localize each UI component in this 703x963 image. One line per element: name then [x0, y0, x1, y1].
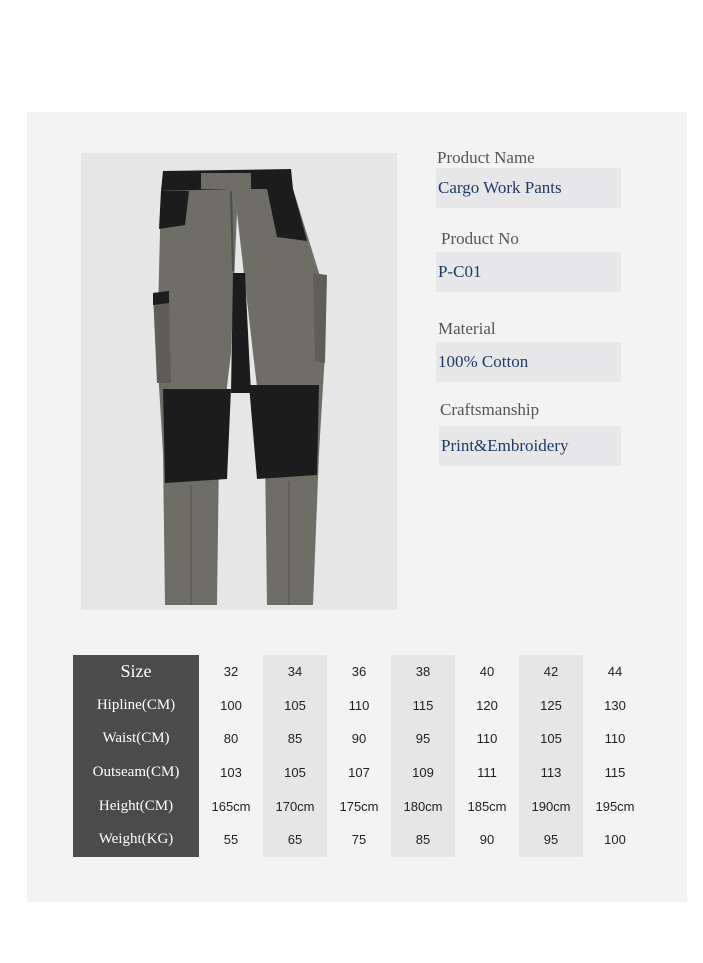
table-cell: 185cm — [467, 798, 507, 814]
row-label: Waist(CM) — [73, 722, 199, 756]
table-cell: 113 — [519, 756, 583, 790]
size-cell: 42 — [519, 655, 583, 689]
table-cell: 85 — [263, 722, 327, 756]
table-cell: 180cm — [391, 789, 455, 823]
size-cell: 38 — [391, 655, 455, 689]
table-cell: 100 — [220, 697, 242, 713]
table-cell: 80 — [223, 731, 239, 747]
table-cell: 165cm — [211, 798, 251, 814]
row-label: Hipline(CM) — [73, 689, 199, 723]
product-image — [81, 153, 397, 610]
table-cell: 195cm — [595, 798, 635, 814]
table-cell: 110 — [476, 731, 498, 747]
table-row — [73, 823, 647, 857]
cargo-pants-illustration — [81, 153, 397, 610]
table-cell: 110 — [348, 697, 370, 713]
table-cell: 95 — [391, 722, 455, 756]
table-cell: 170cm — [263, 789, 327, 823]
table-row — [73, 655, 647, 689]
table-cell: 120 — [476, 697, 498, 713]
table-cell: 90 — [351, 731, 367, 747]
table-cell: 103 — [220, 765, 242, 781]
material-label: Material — [438, 319, 496, 338]
product-no-value: P-C01 — [436, 252, 621, 292]
table-cell: 130 — [604, 697, 626, 713]
table-cell: 109 — [391, 756, 455, 790]
table-cell: 105 — [263, 689, 327, 723]
table-cell: 55 — [223, 832, 239, 848]
table-cell: 115 — [391, 689, 455, 723]
table-row — [73, 789, 647, 823]
table-row — [73, 689, 647, 723]
table-cell: 100 — [604, 832, 626, 848]
craftsmanship-value: Print&Embroidery — [439, 426, 621, 466]
table-cell: 65 — [263, 823, 327, 857]
table-cell: 90 — [479, 832, 495, 848]
row-label: Height(CM) — [73, 789, 199, 823]
size-cell: 44 — [607, 664, 623, 680]
size-chart-table — [73, 655, 647, 857]
table-cell: 111 — [477, 765, 497, 781]
table-row — [73, 756, 647, 790]
size-cell: 34 — [263, 655, 327, 689]
size-header-label: Size — [73, 655, 199, 689]
table-cell: 175cm — [339, 798, 379, 814]
table-cell: 105 — [263, 756, 327, 790]
product-name-value: Cargo Work Pants — [436, 168, 621, 208]
size-cell: 40 — [479, 664, 495, 680]
size-cell: 36 — [351, 664, 367, 680]
table-cell: 190cm — [519, 789, 583, 823]
table-cell: 107 — [348, 765, 370, 781]
table-cell: 125 — [519, 689, 583, 723]
craftsmanship-label: Craftsmanship — [440, 400, 540, 419]
table-row — [73, 722, 647, 756]
table-cell: 110 — [604, 731, 626, 747]
table-cell: 95 — [519, 823, 583, 857]
row-label: Weight(KG) — [73, 823, 199, 857]
material-value: 100% Cotton — [436, 342, 621, 382]
product-name-label: Product Name — [437, 148, 535, 167]
table-cell: 75 — [351, 832, 367, 848]
table-cell: 105 — [519, 722, 583, 756]
size-cell: 32 — [223, 664, 239, 680]
table-cell: 115 — [604, 765, 626, 781]
product-no-label: Product No — [441, 229, 519, 248]
table-cell: 85 — [391, 823, 455, 857]
row-label: Outseam(CM) — [73, 756, 199, 790]
